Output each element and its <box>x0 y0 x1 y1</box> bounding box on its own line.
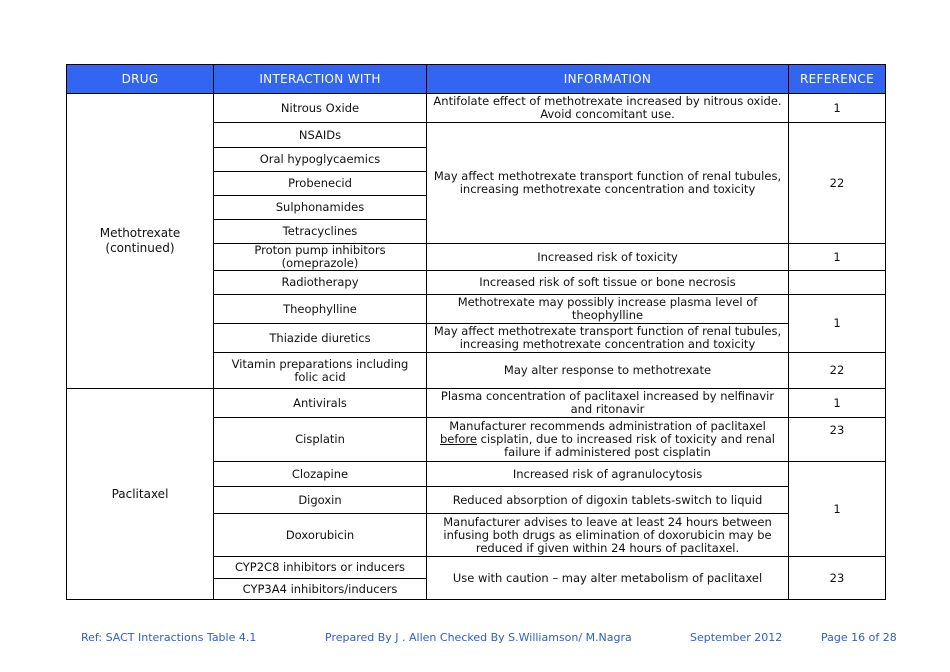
table-row <box>67 389 886 418</box>
reference-cell: 23 <box>789 557 886 600</box>
header-drug: DRUG <box>67 65 214 94</box>
drug-cell-methotrexate <box>67 94 214 389</box>
interaction-cell: Doxorubicin <box>214 514 427 557</box>
interaction-cell: CYP3A4 inhibitors/inducers <box>214 579 427 600</box>
footer-reference: Ref: SACT Interactions Table 4.1 <box>81 631 257 644</box>
interaction-cell: CYP2C8 inhibitors or inducers <box>214 557 427 579</box>
interaction-cell: Sulphonamides <box>214 196 427 220</box>
drug-name: Paclitaxel <box>111 486 169 501</box>
interaction-cell: Probenecid <box>214 172 427 196</box>
footer-date: September 2012 <box>690 631 783 644</box>
info-cell: May affect methotrexate transport function of renal tubules, increasing methotrexate concentration and toxicity <box>427 123 789 244</box>
info-cell: Increased risk of soft tissue or bone necrosis <box>427 271 789 295</box>
interactions-table <box>66 64 886 600</box>
info-text: cisplatin, due to increased risk of toxicity and renal failure if administered post cisplatin <box>477 432 775 459</box>
table-row <box>67 94 886 123</box>
interaction-cell: Cisplatin <box>214 418 427 462</box>
header-reference: REFERENCE <box>789 65 886 94</box>
info-cell <box>427 418 789 462</box>
drug-cell-paclitaxel <box>67 389 214 600</box>
drug-name: Methotrexate <box>99 226 181 240</box>
info-cell: Increased risk of agranulocytosis <box>427 462 789 487</box>
info-cell: Methotrexate may possibly increase plasma level of theophylline <box>427 295 789 324</box>
interaction-cell: Theophylline <box>214 295 427 324</box>
drug-name-continued: (continued) <box>105 241 175 255</box>
reference-cell: 23 <box>789 418 886 462</box>
info-underlined-text: before <box>440 432 478 446</box>
interaction-cell: NSAIDs <box>214 123 427 148</box>
reference-cell: 1 <box>789 389 886 418</box>
reference-cell: 1 <box>789 244 886 271</box>
info-cell: May alter response to methotrexate <box>427 353 789 389</box>
footer-page-number: Page 16 of 28 <box>821 631 897 644</box>
interaction-cell: Antivirals <box>214 389 427 418</box>
reference-cell: 22 <box>789 353 886 389</box>
header-information: INFORMATION <box>427 65 789 94</box>
interaction-cell: Tetracyclines <box>214 220 427 244</box>
info-cell: Manufacturer advises to leave at least 24 hours between infusing both drugs as elimination of doxorubicin may be reduced if given within 24 hours of paclitaxel. <box>427 514 789 557</box>
info-cell: Antifolate effect of methotrexate increased by nitrous oxide. Avoid concomitant use. <box>427 94 789 123</box>
info-cell: Use with caution – may alter metabolism of paclitaxel <box>427 557 789 600</box>
reference-cell: 1 <box>789 94 886 123</box>
footer-prepared-by: Prepared By J . Allen Checked By S.Williamson/ M.Nagra <box>325 631 632 644</box>
interaction-cell: Oral hypoglycaemics <box>214 148 427 172</box>
info-text: Manufacturer recommends administration of paclitaxel <box>449 419 766 433</box>
info-cell: Increased risk of toxicity <box>427 244 789 271</box>
reference-cell: 1 <box>789 295 886 353</box>
interaction-cell: Proton pump inhibitors (omeprazole) <box>214 244 427 271</box>
interaction-cell: Nitrous Oxide <box>214 94 427 123</box>
header-interaction: INTERACTION WITH <box>214 65 427 94</box>
info-cell: May affect methotrexate transport function of renal tubules, increasing methotrexate concentration and toxicity <box>427 324 789 353</box>
info-cell: Plasma concentration of paclitaxel increased by nelfinavir and ritonavir <box>427 389 789 418</box>
reference-cell <box>789 271 886 295</box>
reference-cell: 1 <box>789 462 886 557</box>
interaction-cell: Thiazide diuretics <box>214 324 427 353</box>
interaction-cell: Radiotherapy <box>214 271 427 295</box>
interaction-cell: Vitamin preparations including folic acid <box>214 353 427 389</box>
info-cell: Reduced absorption of digoxin tablets-switch to liquid <box>427 487 789 514</box>
interaction-cell: Clozapine <box>214 462 427 487</box>
table-header-row <box>67 65 886 94</box>
interaction-cell: Digoxin <box>214 487 427 514</box>
reference-cell: 22 <box>789 123 886 244</box>
